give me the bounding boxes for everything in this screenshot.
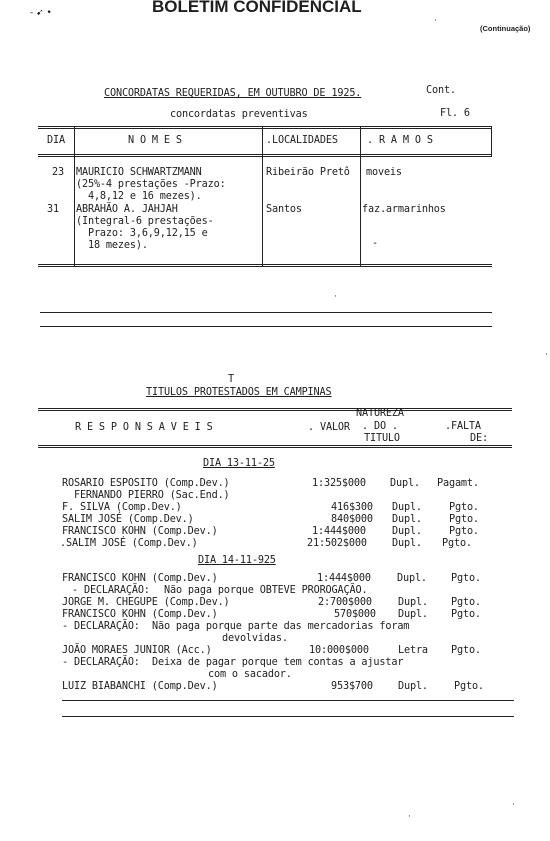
row-ramo: moveis — [366, 167, 402, 178]
day-heading: DIA 13-11-25 — [203, 458, 275, 469]
titulo-falta: Pgto. — [451, 645, 481, 656]
section-title-concordatas: CONCORDATAS REQUERIDAS, EM OUTUBRO DE 1925. — [104, 88, 362, 99]
titulo-natureza: Dupl. — [398, 609, 428, 620]
section-cont-label: Cont. — [426, 85, 456, 96]
titulo-responsavel: JOÃO MORAES JUNIOR (Acc.) — [62, 645, 212, 656]
titulo-valor: 21:502$000 — [307, 538, 367, 549]
titulo-responsavel: FRANCISCO KOHN (Comp.Dev.) — [62, 573, 218, 584]
separator-line — [40, 326, 492, 327]
header-dia: DIA — [47, 135, 65, 146]
row-nome-line: ABRAHÃO A. JAHJAH — [76, 204, 178, 215]
document-title: BOLETIM CONFIDENCIAL — [152, 0, 362, 16]
table-col-divider — [360, 126, 361, 266]
titulo-falta: Pgto. — [449, 526, 479, 537]
day-heading: DIA 14-11-925 — [198, 555, 276, 566]
titulo-valor: 1:444$000 — [317, 573, 371, 584]
scan-speck: · — [408, 812, 411, 822]
declaracao-text: Não paga porque OBTEVE PROROGAÇÃO. — [164, 585, 368, 596]
row-dia: 31 — [47, 204, 59, 215]
row-nome-line: (25%-4 prestações -Prazo: — [76, 179, 226, 190]
row-ramo: faz.armarinhos — [362, 204, 446, 215]
titulo-responsavel: LUIZ BIABANCHI (Comp.Dev.) — [62, 681, 218, 692]
titulo-valor: 570$000 — [334, 609, 376, 620]
titulos-bottom-rule-2 — [62, 716, 514, 717]
corner-mark: - ➹ • — [30, 8, 52, 18]
row-nome-line: MAURICIO SCHWARTZMANN — [76, 167, 202, 178]
titulo-natureza: Dupl. — [392, 526, 422, 537]
row-dia: 23 — [52, 167, 64, 178]
titulo-responsavel: ROSARIO ESPOSITO (Comp.Dev.) — [62, 478, 230, 489]
section-title-titulos: TITULOS PROTESTADOS EM CAMPINAS — [146, 387, 332, 398]
titulo-falta: Pagamt. — [437, 478, 479, 489]
table-header-rule-2 — [38, 156, 492, 157]
header-natureza: TITULO — [364, 433, 400, 444]
section-mark: T — [228, 374, 234, 385]
row-ramo-extra: - — [372, 238, 378, 249]
scan-speck: · — [545, 350, 548, 360]
titulo-responsavel: FERNANDO PIERRO (Sac.End.) — [62, 490, 230, 501]
titulo-falta: Pgto. — [442, 538, 472, 549]
declaracao-label: - DECLARAÇÃO: — [62, 621, 140, 632]
titulo-natureza: Dupl. — [398, 681, 428, 692]
row-nome-line: Prazo: 3,6,9,12,15 e — [76, 228, 208, 239]
declaracao-text: Deixa de pagar porque tem contas a ajustar — [152, 657, 404, 668]
header-ramos: . R A M O S — [367, 135, 433, 146]
row-nome-line: 18 mezes). — [76, 240, 148, 251]
declaracao-label: - DECLARAÇÃO: — [62, 657, 140, 668]
titulo-natureza: Dupl. — [398, 597, 428, 608]
titulo-valor: 953$700 — [331, 681, 373, 692]
continuation-label: (Continuação) — [480, 24, 531, 33]
titulo-falta: Pgto. — [449, 514, 479, 525]
titulos-top-rule — [38, 408, 512, 409]
header-valor: . VALOR — [308, 422, 350, 433]
table-top-rule — [38, 126, 492, 127]
scan-speck: · — [334, 292, 337, 302]
titulo-responsavel: FRANCISCO KOHN (Comp.Dev.) — [62, 526, 218, 537]
titulo-valor: 10:000$000 — [309, 645, 369, 656]
titulo-responsavel: JORGE M. CHEGUPE (Comp.Dev.) — [62, 597, 230, 608]
table-header-rule — [38, 154, 492, 155]
titulo-valor: 2:700$000 — [318, 597, 372, 608]
titulo-falta: Pgto. — [449, 502, 479, 513]
scan-speck: · — [512, 800, 515, 810]
section-subtitle: concordatas preventivas — [170, 109, 308, 120]
header-localidades: .LOCALIDADES — [266, 135, 338, 146]
header-falta: DE: — [470, 433, 488, 444]
table-bottom-rule — [38, 264, 492, 265]
scan-speck: · — [434, 16, 437, 26]
declaracao-text: com o sacador. — [208, 669, 292, 680]
declaracao-label: - DECLARAÇÃO: — [72, 585, 150, 596]
table-col-divider — [262, 126, 263, 266]
page-number: Fl. 6 — [440, 108, 470, 119]
declaracao-text: devolvidas. — [222, 633, 288, 644]
titulos-top-rule-2 — [38, 410, 512, 411]
titulo-natureza: Dupl. — [390, 478, 420, 489]
titulo-responsavel: .SALIM JOSÉ (Comp.Dev.) — [60, 538, 198, 549]
header-nomes: N O M E S — [128, 135, 182, 146]
row-localidade: Ribeirão Pretô — [266, 167, 350, 178]
titulo-natureza: Dupl. — [392, 538, 422, 549]
row-nome-line: (Integral-6 prestações- — [76, 216, 214, 227]
table-bottom-rule-2 — [38, 266, 492, 267]
titulo-falta: Pgto. — [451, 609, 481, 620]
titulo-responsavel: SALIM JOSÉ (Comp.Dev.) — [62, 514, 194, 525]
titulo-valor: 1:444$000 — [312, 526, 366, 537]
table-col-divider — [74, 126, 75, 266]
table-top-rule-2 — [38, 128, 492, 129]
titulos-bottom-rule — [62, 700, 514, 701]
header-responsaveis: R E S P O N S A V E I S — [75, 422, 213, 433]
titulo-natureza: Dupl. — [397, 573, 427, 584]
titulo-responsavel: FRANCISCO KOHN (Comp.Dev.) — [62, 609, 218, 620]
header-falta: .FALTA — [445, 421, 481, 432]
titulo-valor: 840$000 — [331, 514, 373, 525]
row-localidade: Santos — [266, 204, 302, 215]
titulo-responsavel: F. SILVA (Comp.Dev.) — [62, 502, 182, 513]
titulos-header-rule — [38, 445, 512, 446]
separator-line — [40, 312, 492, 313]
header-natureza: NATUREZA — [356, 408, 404, 419]
titulo-natureza: Letra — [398, 645, 428, 656]
table-col-divider — [491, 126, 492, 156]
titulo-falta: Pgto. — [451, 597, 481, 608]
titulo-natureza: Dupl. — [392, 502, 422, 513]
declaracao-text: Não paga porque parte das mercadorias foram — [152, 621, 410, 632]
titulos-header-rule-2 — [38, 447, 512, 448]
header-natureza: . DO . — [362, 421, 398, 432]
titulo-falta: Pgto. — [454, 681, 484, 692]
titulo-valor: 416$300 — [331, 502, 373, 513]
titulo-natureza: Dupl. — [392, 514, 422, 525]
row-nome-line: 4,8,12 e 16 mezes). — [76, 191, 202, 202]
titulo-valor: 1:325$000 — [312, 478, 366, 489]
titulo-falta: Pgto. — [451, 573, 481, 584]
